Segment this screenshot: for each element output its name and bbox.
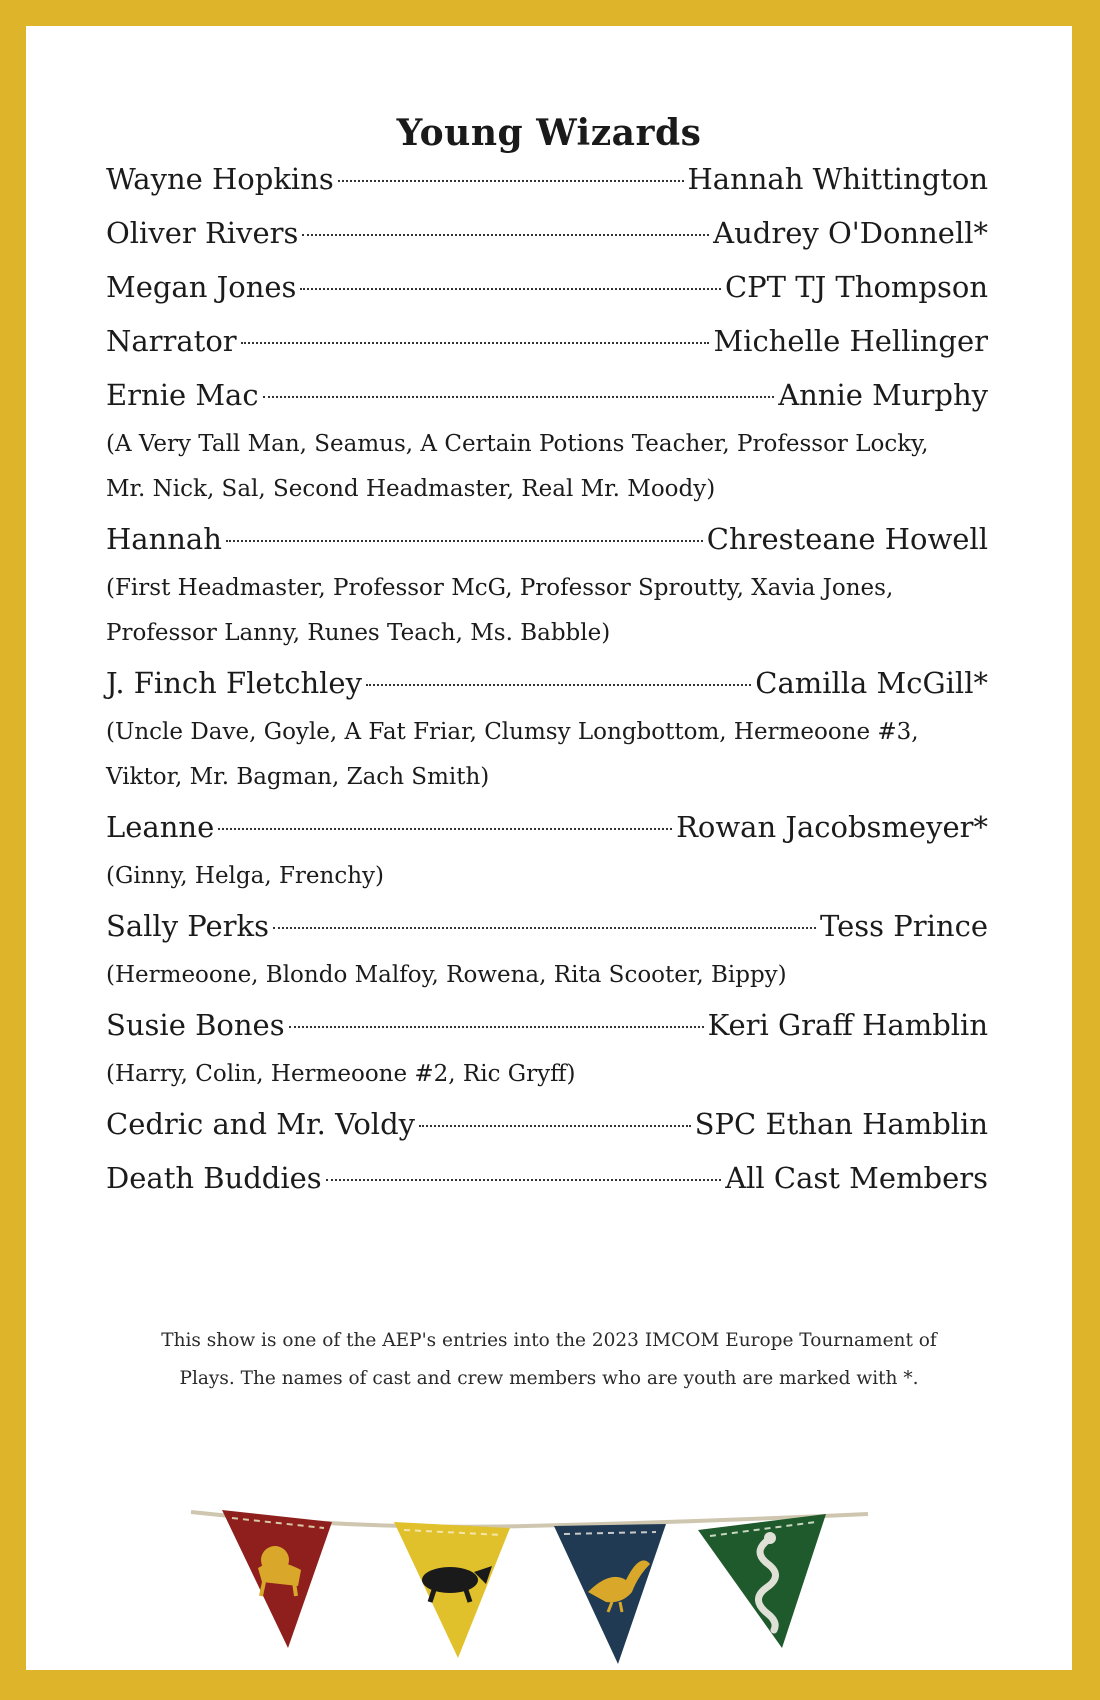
role-note: (A Very Tall Man, Seamus, A Certain Potions Teacher, Professor Locky, (106, 431, 929, 457)
role-name: Megan Jones (106, 270, 297, 304)
house-bunting (26, 1452, 1072, 1682)
role-name: J. Finch Fletchley (106, 666, 362, 700)
cast-row (106, 656, 988, 710)
role-note: (Ginny, Helga, Frenchy) (106, 863, 385, 889)
dot-leader (226, 540, 703, 542)
cast-row (106, 800, 988, 854)
actor-name: Camilla McGill* (755, 666, 988, 700)
cast-row (106, 1151, 988, 1205)
dot-leader (366, 684, 751, 686)
role-name: Death Buddies (106, 1161, 322, 1195)
actor-name: All Cast Members (725, 1161, 988, 1195)
actor-name: Audrey O'Donnell* (713, 216, 988, 250)
role-note: Professor Lanny, Runes Teach, Ms. Babble) (106, 620, 611, 646)
dot-leader (289, 1026, 704, 1028)
dot-leader (273, 927, 816, 929)
actor-name: Annie Murphy (778, 378, 988, 412)
role-name: Ernie Mac (106, 378, 259, 412)
blue-pennant (554, 1524, 666, 1664)
footer-line: This show is one of the AEP's entries into the 2023 IMCOM Europe Tournament of (161, 1330, 937, 1351)
role-name: Oliver Rivers (106, 216, 299, 250)
role-name: Cedric and Mr. Voldy (106, 1107, 416, 1141)
role-name: Leanne (106, 810, 215, 844)
footer-note (96, 1322, 1002, 1398)
red-pennant (222, 1510, 332, 1648)
actor-name: Rowan Jacobsmeyer* (676, 810, 988, 844)
cast-row (106, 1097, 988, 1151)
cast-row (106, 512, 988, 566)
yellow-pennant (394, 1522, 510, 1658)
dot-leader (218, 828, 672, 830)
cast-row (106, 206, 988, 260)
cast-row (106, 368, 988, 422)
green-pennant (698, 1514, 826, 1648)
actor-name: Michelle Hellinger (713, 324, 988, 358)
footer-line: Plays. The names of cast and crew members who are youth are marked with *. (179, 1368, 919, 1389)
role-name: Wayne Hopkins (106, 162, 334, 196)
actor-name: Hannah Whittington (687, 162, 988, 196)
actor-name: CPT TJ Thompson (724, 270, 988, 304)
role-name: Sally Perks (106, 909, 269, 943)
cast-row (106, 260, 988, 314)
actor-name: Keri Graff Hamblin (707, 1008, 988, 1042)
role-name: Narrator (106, 324, 237, 358)
dot-leader (302, 234, 709, 236)
actor-name: Chresteane Howell (706, 522, 988, 556)
dot-leader (326, 1179, 722, 1181)
role-note: Viktor, Mr. Bagman, Zach Smith) (106, 764, 490, 790)
role-note: (Harry, Colin, Hermeoone #2, Ric Gryff) (106, 1061, 576, 1087)
actor-name: SPC Ethan Hamblin (694, 1107, 988, 1141)
page-title: Young Wizards (396, 112, 702, 154)
dot-leader (338, 180, 684, 182)
role-note: (First Headmaster, Professor McG, Professor Sproutty, Xavia Jones, (106, 575, 894, 601)
role-note: Mr. Nick, Sal, Second Headmaster, Real Mr. Moody) (106, 476, 716, 502)
cast-list (106, 152, 988, 1205)
cast-row (106, 899, 988, 953)
dot-leader (263, 396, 775, 398)
program-page (26, 26, 1072, 1670)
actor-name: Tess Prince (820, 909, 988, 943)
dot-leader (419, 1125, 691, 1127)
dot-leader (241, 342, 710, 344)
cast-row (106, 998, 988, 1052)
cast-row (106, 152, 988, 206)
dot-leader (300, 288, 721, 290)
role-note: (Hermeoone, Blondo Malfoy, Rowena, Rita Scooter, Bippy) (106, 962, 787, 988)
role-note: (Uncle Dave, Goyle, A Fat Friar, Clumsy Longbottom, Hermeoone #3, (106, 719, 919, 745)
cast-row (106, 314, 988, 368)
role-name: Hannah (106, 522, 222, 556)
role-name: Susie Bones (106, 1008, 285, 1042)
